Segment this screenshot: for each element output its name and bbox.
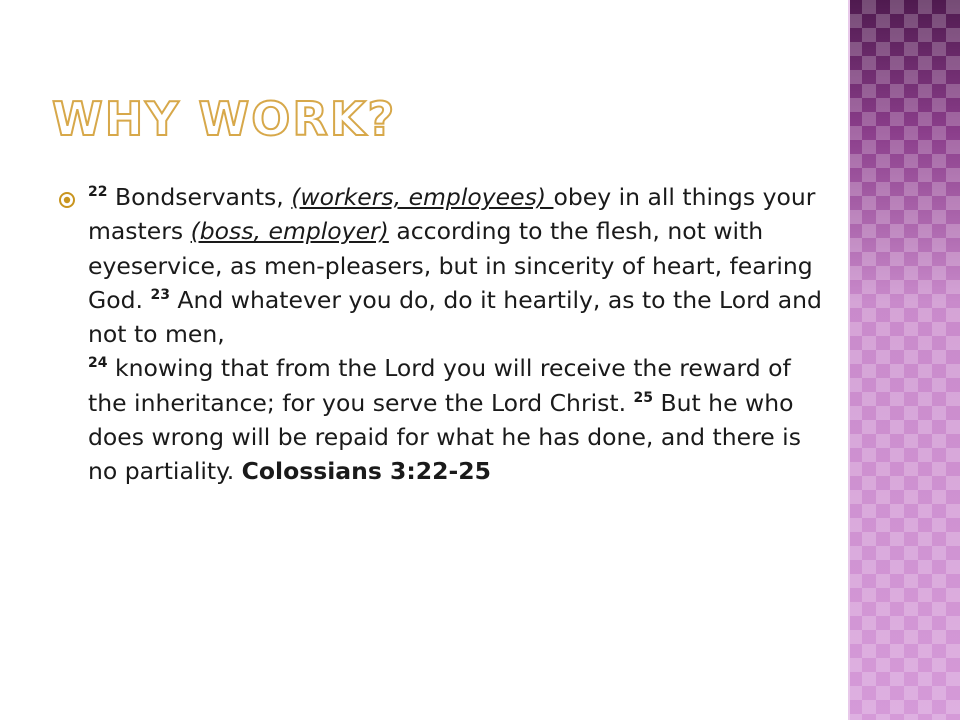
verse-23-text: And whatever you do, do it heartily, as to the Lord and not to men, bbox=[88, 285, 822, 349]
verse-number-25: 25 bbox=[633, 389, 654, 406]
verse-22-gloss-workers: (workers, employees) bbox=[291, 183, 554, 211]
verse-22-text-b: obey in all things your masters bbox=[88, 183, 816, 246]
verse-22-text-a: Bondservants, bbox=[107, 183, 292, 211]
circled-bullet-icon bbox=[58, 191, 76, 209]
scripture-passage bbox=[88, 180, 828, 489]
verse-number-23: 23 bbox=[150, 286, 170, 303]
verse-24-text: knowing that from the Lord you will receive the reward of the inheritance; for you serve the Lord Christ. bbox=[88, 354, 791, 417]
decorative-side-band bbox=[848, 0, 960, 720]
verse-22-text-c: according to the flesh, not with eyeservice, as men-pleasers, but in sincerity of heart, fearing God. bbox=[88, 217, 813, 314]
verse-number-24: 24 bbox=[88, 355, 108, 372]
verse-number-22: 22 bbox=[88, 184, 108, 200]
verse-25-text: But he who does wrong will be repaid for what he has done, and there is no partiality. bbox=[88, 388, 801, 486]
side-band-edge bbox=[848, 0, 850, 720]
scripture-reference: Colossians 3:22-25 bbox=[241, 457, 491, 486]
slide-title: WHY WORK? bbox=[52, 92, 397, 146]
verse-22-gloss-boss: (boss, employer) bbox=[190, 217, 389, 246]
